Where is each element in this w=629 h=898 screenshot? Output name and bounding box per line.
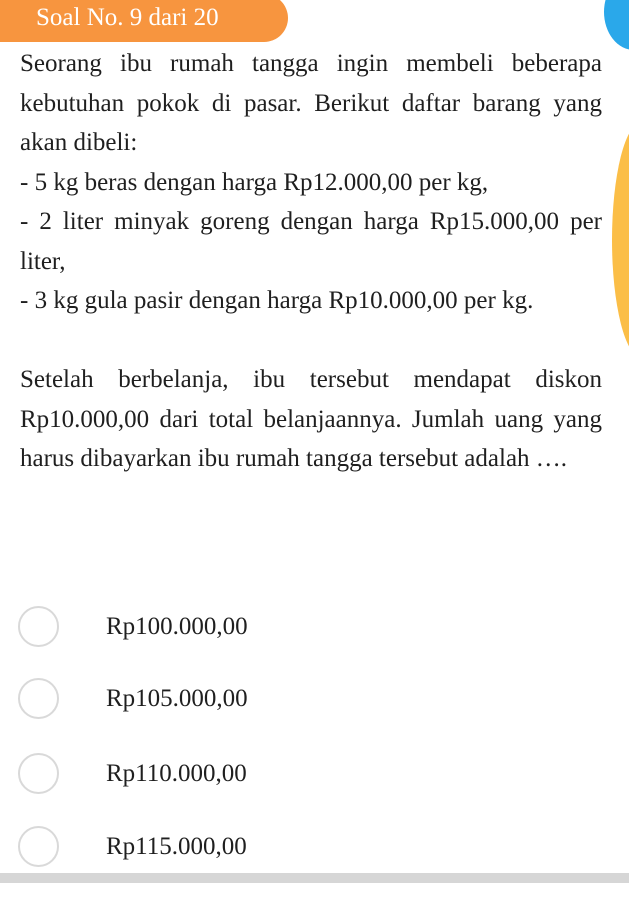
answer-option-b[interactable] [18, 676, 438, 724]
answer-option-d[interactable] [18, 824, 438, 872]
question-text [20, 44, 602, 479]
answer-option-b-label: Rp105.000,00 [106, 685, 248, 712]
answer-option-c[interactable] [18, 751, 438, 799]
bottom-divider [0, 873, 629, 883]
answer-option-a-label: Rp100.000,00 [106, 613, 248, 640]
answer-option-a[interactable] [18, 604, 438, 652]
question-number-badge [0, 0, 288, 42]
side-decoration-yellow [612, 122, 629, 358]
answer-option-d-label: Rp115.000,00 [106, 833, 247, 860]
question-item-sugar: - 3 kg gula pasir dengan harga Rp10.000,00 per kg. [20, 287, 534, 314]
answer-option-c-label: Rp110.000,00 [106, 760, 247, 787]
radio-button-c[interactable] [18, 753, 59, 794]
question-prompt: Setelah berbelanja, ibu tersebut mendapat diskon Rp10.000,00 dari total belanjaannya. Jumlah uang yang harus dibayarkan ibu rumah tangga tersebut adalah …. [20, 366, 602, 472]
question-item-rice: - 5 kg beras dengan harga Rp12.000,00 per kg, [20, 168, 489, 196]
question-intro: Seorang ibu rumah tangga ingin membeli beberapa kebutuhan pokok di pasar. Berikut daftar barang yang akan dibeli: [20, 50, 602, 156]
radio-button-a[interactable] [18, 606, 59, 647]
side-decoration-blue [604, 0, 629, 50]
question-number-label: Soal No. 9 dari 20 [36, 4, 219, 31]
radio-button-b[interactable] [18, 678, 59, 719]
question-item-oil: - 2 liter minyak goreng dengan harga Rp15.000,00 per liter, [20, 208, 602, 275]
paragraph-gap [20, 321, 602, 361]
radio-button-d[interactable] [18, 826, 59, 867]
